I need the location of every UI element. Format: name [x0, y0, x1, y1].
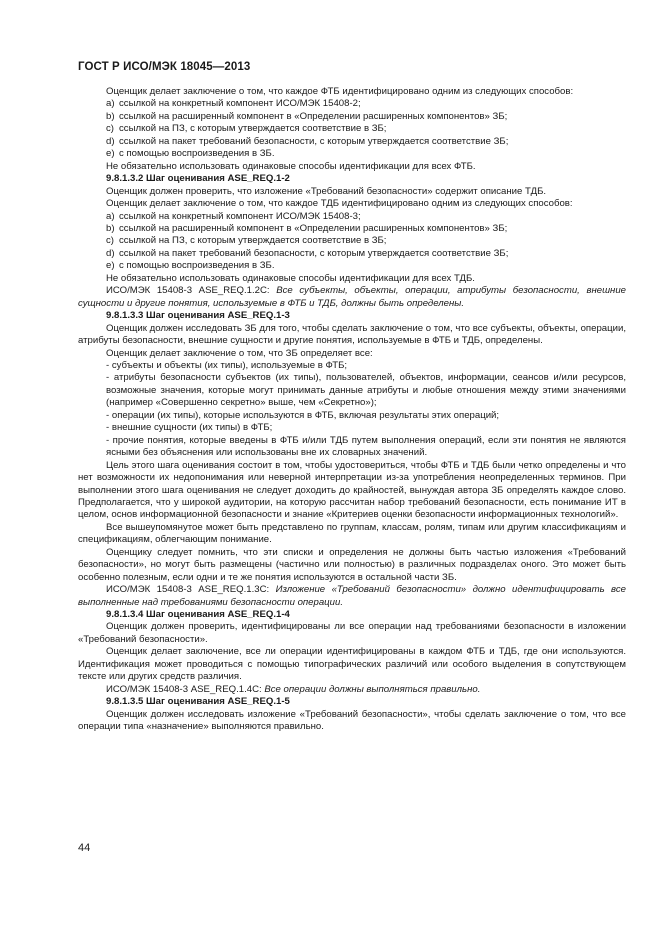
- paragraph: Не обязательно использовать одинаковые способы идентификации для всех ФТБ.: [106, 160, 476, 172]
- list-item: d) ссылкой на пакет требований безопасности, с которым утверждается соответствие ЗБ;: [106, 247, 509, 259]
- dash-item: - внешние сущности (их типы) в ФТБ;: [106, 422, 273, 434]
- list-tdb-identification: [78, 211, 626, 273]
- paragraph: Оценщик должен исследовать изложение «Требований безопасности», чтобы сделать заключение о том, что все операции типа «назначение» выполняются правильно.: [78, 708, 626, 733]
- section-heading: 9.8.1.3.3 Шаг оценивания ASE_REQ.1-3: [106, 310, 290, 322]
- page-number: 44: [78, 842, 91, 854]
- paragraph: Цель этого шага оценивания состоит в том, чтобы удостовериться, чтобы ФТБ и ТДБ были четко определены и что нет возможности их недопонимания или неверной интерпретации из-за употребления неопределенных терминов. При выполнении этого шага оценивания не следует доходить до крайностей, вынуждая автора ЗБ определять каждое слово. Предполагается, что у широкой аудитории, на которую рассчитан набор требований безопасности, есть понимание ИТ в целом, основ информационной безопасности и знание «Критериев оценки безопасности информационных технологий».: [78, 459, 626, 521]
- list-item: e) с помощью воспроизведения в ЗБ.: [106, 260, 275, 272]
- dash-item: - субъекты и объекты (их типы), используемые в ФТБ;: [106, 359, 348, 371]
- paragraph: Все вышеупомянутое может быть представлено по группам, классам, ролям, типам или другим классификациям и спецификациям, облегчающим понимание.: [78, 521, 626, 546]
- paragraph: Оценщик делает заключение о том, что каждое ФТБ идентифицировано одним из следующих способов:: [106, 86, 574, 97]
- paragraph: Оценщик должен проверить, идентифицированы ли все операции над требованиями безопасности в изложении «Требований безопасности».: [78, 621, 626, 645]
- document-header: ГОСТ Р ИСО/МЭК 18045—2013: [78, 61, 251, 73]
- paragraph: Оценщик делает заключение о том, что каждое ТДБ идентифицировано одним из следующих способов:: [106, 198, 573, 210]
- section-heading: 9.8.1.3.2 Шаг оценивания ASE_REQ.1-2: [106, 173, 290, 185]
- list-item: c) ссылкой на ПЗ, с которым утверждается соответствие в ЗБ;: [106, 123, 387, 135]
- paragraph: Оценщику следует помнить, что эти списки и определения не должны быть частью изложения «Требований безопасности», но могут быть размещены (частично или полностью) в различных подразделах оного. Это может быть особенно полезным, если одни и те же понятия используются в остальной части ЗБ.: [78, 546, 626, 583]
- list-item: b) ссылкой на расширенный компонент в «Определении расширенных компонентов» ЗБ;: [106, 222, 508, 234]
- document-body: [78, 86, 626, 734]
- dash-item: - прочие понятия, которые введены в ФТБ и/или ТДБ путем выполнения операций, если эти понятия не являются ясными без объяснения или использованы вне их словарных значений.: [106, 434, 626, 459]
- section-heading: 9.8.1.3.4 Шаг оценивания ASE_REQ.1-4: [106, 609, 290, 621]
- dash-item: - операции (их типы), которые используются в ФТБ, включая результаты этих операций;: [106, 409, 500, 421]
- requirement-paragraph: ИСО/МЭК 15408-3 ASE_REQ.1.3C: Изложение «Требований безопасности» должно идентифицировать все выполненные над требованиями безопасности операции.: [78, 584, 626, 608]
- dash-list: [78, 360, 626, 460]
- paragraph: Оценщик должен проверить, что изложение «Требований безопасности» содержит описание ТДБ.: [106, 185, 547, 197]
- paragraph: Не обязательно использовать одинаковые способы идентификации для всех ТДБ.: [106, 272, 475, 284]
- list-item: c) ссылкой на ПЗ, с которым утверждается соответствие в ЗБ;: [106, 235, 387, 247]
- list-item: e) с помощью воспроизведения в ЗБ.: [106, 148, 275, 160]
- list-item: b) ссылкой на расширенный компонент в «Определении расширенных компонентов» ЗБ;: [106, 110, 508, 122]
- requirement-paragraph: ИСО/МЭК 15408-3 ASE_REQ.1.2C: Все субъекты, объекты, операции, атрибуты безопасности, внешние сущности и другие понятия, используемые в ФТБ и ТДБ, должны быть определены.: [78, 285, 627, 309]
- dash-item: - атрибуты безопасности субъектов (их типы), пользователей, объектов, информации, сеансов и/или ресурсов, возможные значения, которые могут принимать данные атрибуты и любые отношения между этими значениями (например «Совершенно секретно» выше, чем «Секретно»);: [106, 372, 626, 409]
- list-item: a) ссылкой на конкретный компонент ИСО/МЭК 15408-3;: [106, 210, 361, 222]
- paragraph: Оценщик делает заключение о том, что ЗБ определяет все:: [106, 347, 373, 359]
- requirement-paragraph: ИСО/МЭК 15408-3 ASE_REQ.1.4C: Все операции должны выполняться правильно.: [106, 683, 481, 695]
- list-ftb-identification: [78, 98, 626, 160]
- list-item: d) ссылкой на пакет требований безопасности, с которым утверждается соответствие ЗБ;: [106, 135, 509, 147]
- paragraph: Оценщик делает заключение, все ли операции идентифицированы в каждом ФТБ и ТДБ, где они используются. Идентификация может проводиться с помощью типографических различий или особого выделения в сопутствующем тексте или других средств различия.: [78, 646, 626, 683]
- paragraph: Оценщик должен исследовать ЗБ для того, чтобы сделать заключение о том, что все субъекты, объекты, операции, атрибуты безопасности, внешние сущности и другие понятия, используемые в ФТБ и ТДБ, определены.: [78, 322, 626, 347]
- section-heading: 9.8.1.3.5 Шаг оценивания ASE_REQ.1-5: [106, 696, 290, 708]
- list-item: a) ссылкой на конкретный компонент ИСО/МЭК 15408-2;: [106, 98, 361, 110]
